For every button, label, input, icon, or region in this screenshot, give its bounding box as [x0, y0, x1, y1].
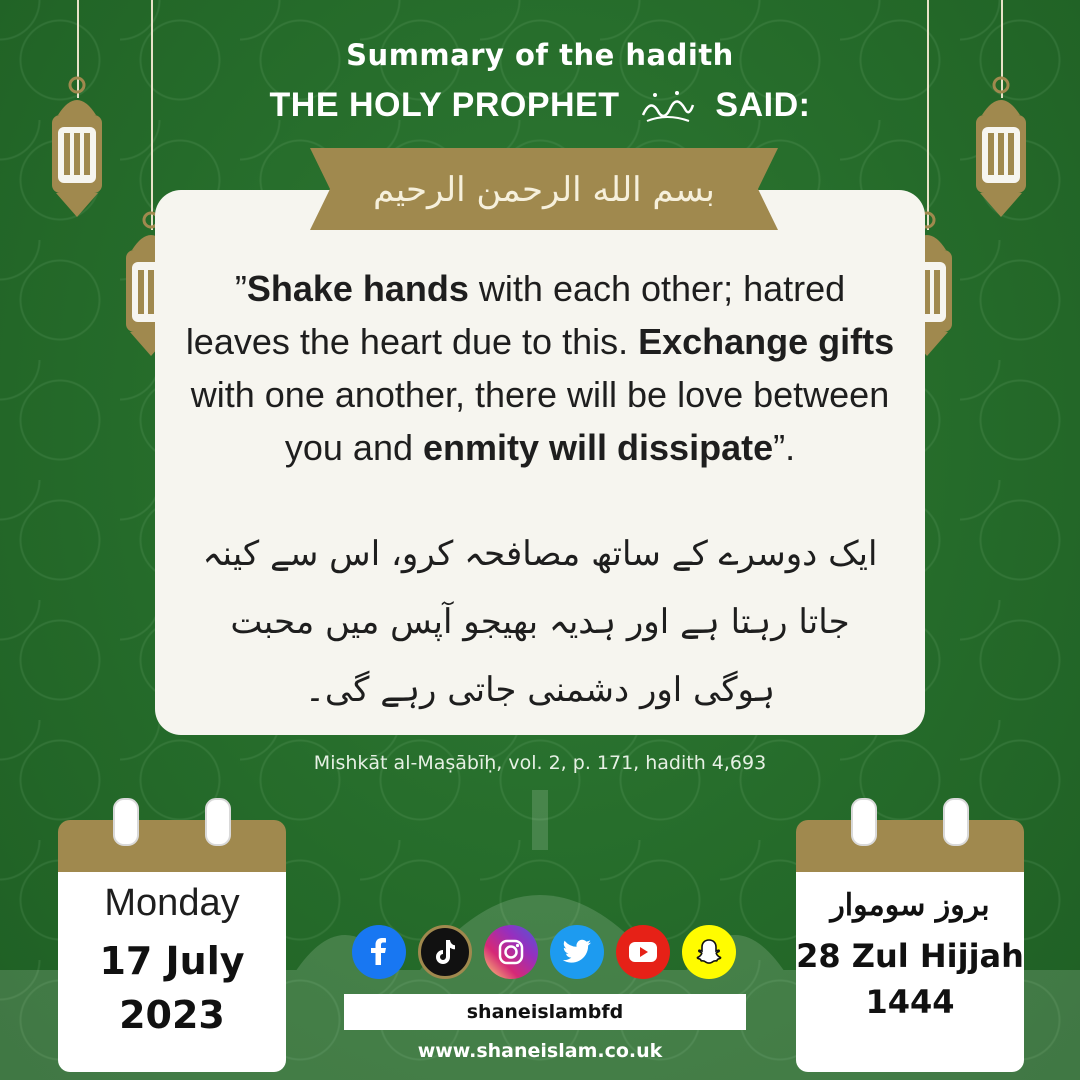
hadith-subtitle: Summary of the hadith	[346, 38, 734, 72]
hijri-date-calendar	[796, 820, 1024, 1072]
calendar-header	[796, 820, 1024, 872]
youtube-icon[interactable]	[616, 925, 670, 979]
quote-bold-exchange-gifts: Exchange gifts	[638, 321, 895, 362]
hijri-day-urdu: بروز سوموار	[830, 888, 990, 923]
calendar-ring-icon	[851, 798, 877, 846]
tiktok-icon[interactable]	[418, 925, 472, 979]
quote-bold-enmity: enmity will dissipate	[423, 427, 774, 468]
website-link[interactable]: www.shaneislam.co.uk	[417, 1040, 663, 1062]
salutation-calligraphy-icon	[637, 87, 697, 127]
hadith-quote-urdu: ایک دوسرے کے ساتھ مصافحہ کرو، اس سے کینہ جاتا رہتا ہے اور ہدیہ بھیجو آپس میں محبت ہوگی اور دشمنی جاتی رہے گی۔	[202, 534, 878, 710]
calendar-ring-icon	[113, 798, 139, 846]
snapchat-icon[interactable]	[682, 925, 736, 979]
prophet-said-heading	[0, 86, 1080, 127]
calendar-ring-icon	[205, 798, 231, 846]
gregorian-date: 17 July	[99, 939, 245, 983]
calendar-header	[58, 820, 286, 872]
heading-part1: THE HOLY PROPHET	[269, 86, 620, 124]
calendar-ring-icon	[943, 798, 969, 846]
hijri-year: 1444	[865, 983, 955, 1021]
social-handle[interactable]: shaneislambfd	[344, 994, 746, 1030]
gregorian-date-calendar	[58, 820, 286, 1072]
instagram-icon[interactable]	[484, 925, 538, 979]
facebook-icon[interactable]	[352, 925, 406, 979]
heading-part2: SAID:	[715, 86, 811, 124]
quote-bold-shake-hands: Shake hands	[246, 268, 469, 309]
quote-open-mark: ”	[234, 268, 247, 309]
social-icons-row	[350, 925, 740, 981]
twitter-icon[interactable]	[550, 925, 604, 979]
quote-close-mark: ”.	[773, 427, 796, 468]
gregorian-year: 2023	[119, 993, 225, 1037]
quote-text-2: with one another, there will be love between you and	[190, 374, 890, 468]
hijri-date: 28 Zul Hijjah	[796, 937, 1024, 975]
hadith-quote-english	[185, 262, 895, 474]
gregorian-day: Monday	[104, 882, 240, 924]
hadith-reference: Mishkāt al-Maṣābīḥ, vol. 2, p. 171, hadith 4,693	[313, 752, 767, 774]
bismillah-calligraphy: بسم الله الرحمن الرحیم	[373, 170, 715, 210]
quote-text-1: with each other; hatred leaves the heart due to this.	[185, 268, 846, 362]
